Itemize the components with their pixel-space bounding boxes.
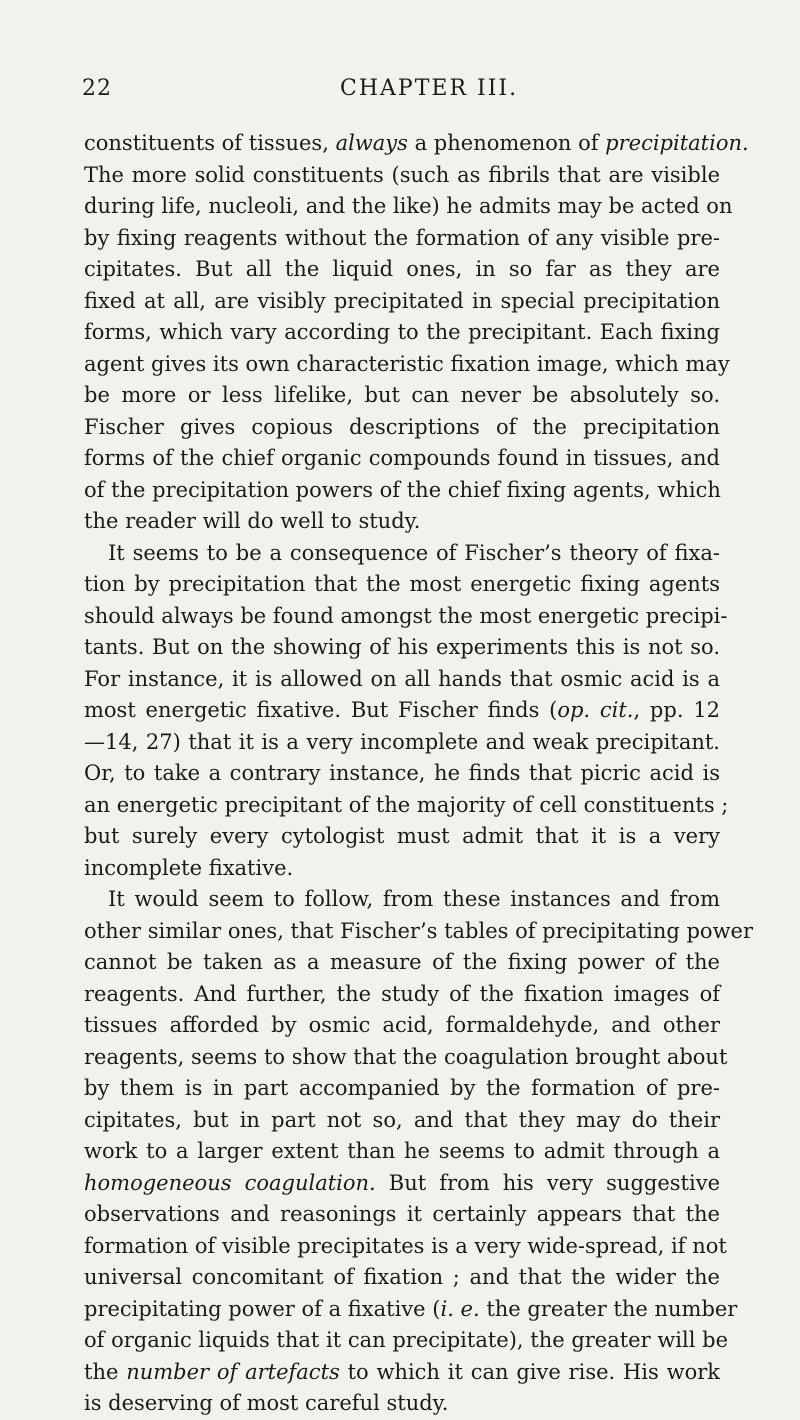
text-segment: of the precipitation powers of the chief fixing agents, which bbox=[84, 477, 721, 502]
text-line bbox=[84, 1042, 728, 1074]
text-line bbox=[84, 1010, 720, 1042]
italic-text: number of artefacts bbox=[126, 1359, 340, 1384]
text-segment: of organic liquids that it can precipitate), the greater will be bbox=[84, 1328, 728, 1352]
text-line bbox=[84, 254, 720, 286]
text-segment: the reader will do well to study. bbox=[84, 509, 421, 533]
text-line bbox=[84, 1231, 727, 1263]
text-segment: tants. But on the showing of his experiments this is not so. bbox=[84, 635, 720, 659]
text-line bbox=[84, 821, 720, 853]
text-segment: reagents. And further, the study of the fixation images of bbox=[84, 981, 720, 1006]
text-segment: work to a larger extent than he seems to admit through a bbox=[84, 1139, 720, 1163]
text-segment: But from his very suggestive bbox=[375, 1170, 720, 1195]
text-segment: incomplete fixative. bbox=[84, 855, 294, 880]
text-segment: , pp. 12 bbox=[633, 698, 720, 722]
italic-text: precipitation. bbox=[605, 131, 749, 155]
text-segment: The more solid constituents (such as fibrils that are visible bbox=[84, 162, 720, 187]
text-segment: the bbox=[84, 1359, 127, 1384]
text-segment: It would seem to follow, from these instances and from bbox=[108, 887, 720, 911]
italic-text: homogeneous coagulation. bbox=[84, 1170, 376, 1195]
text-line bbox=[84, 475, 720, 507]
text-segment: to which it can give rise. His work bbox=[339, 1359, 720, 1384]
text-segment: during life, nucleoli, and the like) he admits may be acted on bbox=[84, 194, 733, 218]
text-line bbox=[84, 1262, 720, 1294]
chapter-title: CHAPTER III. bbox=[340, 76, 519, 101]
running-header bbox=[82, 76, 702, 110]
text-segment: forms of the chief organic compounds found in tissues, and bbox=[84, 446, 720, 470]
text-segment: be more or less lifelike, but can never be absolutely so. bbox=[84, 383, 720, 407]
text-segment: precipitating power of a fixative ( bbox=[84, 1296, 441, 1321]
text-segment: is deserving of most careful study. bbox=[84, 1391, 449, 1415]
text-line bbox=[84, 223, 720, 255]
text-segment: tion by precipitation that the most energetic fixing agents bbox=[84, 572, 720, 596]
text-line bbox=[84, 758, 720, 790]
text-line bbox=[84, 853, 720, 885]
text-line bbox=[84, 380, 720, 412]
text-line bbox=[84, 349, 730, 381]
text-segment: should always be found amongst the most energetic precipi- bbox=[84, 603, 728, 628]
italic-text: op. cit. bbox=[557, 698, 634, 722]
text-line bbox=[84, 286, 720, 318]
text-segment: an energetic precipitant of the majority of cell constituents ; bbox=[84, 792, 729, 817]
text-segment: the greater the number bbox=[479, 1296, 738, 1321]
text-line bbox=[84, 1105, 720, 1137]
text-segment: by them is in part accompanied by the formation of pre- bbox=[84, 1076, 720, 1100]
text-line bbox=[84, 412, 720, 444]
text-segment: universal concomitant of fixation ; and that the wider the bbox=[84, 1265, 720, 1289]
text-segment: other similar ones, that Fischer’s tables of precipitating power bbox=[84, 918, 754, 943]
text-segment: fixed at all, are visibly precipitated in special precipitation bbox=[84, 288, 720, 313]
text-segment: Or, to take a contrary instance, he finds that picric acid is bbox=[84, 761, 720, 785]
text-line bbox=[84, 695, 720, 727]
text-line bbox=[84, 160, 720, 192]
body-text bbox=[84, 128, 754, 1420]
text-line bbox=[84, 1388, 720, 1420]
text-segment: a phenomenon of bbox=[407, 131, 606, 155]
text-line bbox=[84, 1073, 720, 1105]
text-line bbox=[84, 317, 720, 349]
text-segment: agent gives its own characteristic fixation image, which may bbox=[84, 351, 730, 376]
text-line bbox=[84, 1168, 720, 1200]
text-line bbox=[84, 128, 749, 160]
italic-text: i. e. bbox=[440, 1296, 480, 1321]
text-line bbox=[84, 538, 720, 570]
text-segment: reagents, seems to show that the coagulation brought about bbox=[84, 1044, 728, 1069]
text-segment: cipitates. But all the liquid ones, in so far as they are bbox=[84, 257, 720, 281]
text-line bbox=[84, 884, 720, 916]
text-line bbox=[84, 1136, 720, 1168]
text-segment: forms, which vary according to the precipitant. Each fixing bbox=[84, 320, 720, 344]
text-segment: formation of visible precipitates is a very wide-spread, if not bbox=[84, 1233, 727, 1258]
text-line bbox=[84, 1325, 728, 1357]
text-segment: tissues afforded by osmic acid, formaldehyde, and other bbox=[84, 1013, 720, 1037]
text-segment: —14, 27) that it is a very incomplete and weak precipitant. bbox=[84, 729, 720, 754]
text-segment: For instance, it is allowed on all hands that osmic acid is a bbox=[84, 666, 720, 691]
text-line bbox=[84, 916, 754, 948]
text-segment: cannot be taken as a measure of the fixing power of the bbox=[84, 950, 720, 974]
text-segment: It seems to be a consequence of Fischer’s theory of fixa- bbox=[108, 540, 720, 565]
text-line bbox=[84, 790, 729, 822]
text-segment: by fixing reagents without the formation of any visible pre- bbox=[84, 225, 720, 250]
text-line bbox=[84, 664, 720, 696]
text-line bbox=[84, 947, 720, 979]
text-segment: but surely every cytologist must admit that it is a very bbox=[84, 824, 720, 848]
text-line bbox=[84, 979, 720, 1011]
text-line bbox=[84, 601, 728, 633]
text-line bbox=[84, 1199, 720, 1231]
text-line bbox=[84, 1294, 738, 1326]
text-line bbox=[84, 1357, 720, 1389]
text-line bbox=[84, 569, 720, 601]
italic-text: always bbox=[335, 131, 408, 155]
text-line bbox=[84, 632, 720, 664]
text-segment: most energetic fixative. But Fischer finds ( bbox=[84, 698, 558, 722]
text-line bbox=[84, 443, 720, 475]
text-segment: observations and reasonings it certainly appears that the bbox=[84, 1202, 720, 1226]
text-line bbox=[84, 506, 720, 538]
text-segment: Fischer gives copious descriptions of the precipitation bbox=[84, 414, 720, 439]
text-line bbox=[84, 727, 720, 759]
text-line bbox=[84, 191, 733, 223]
text-segment: cipitates, but in part not so, and that they may do their bbox=[84, 1107, 720, 1132]
page-number: 22 bbox=[82, 76, 112, 101]
text-segment: constituents of tissues, bbox=[84, 131, 336, 155]
